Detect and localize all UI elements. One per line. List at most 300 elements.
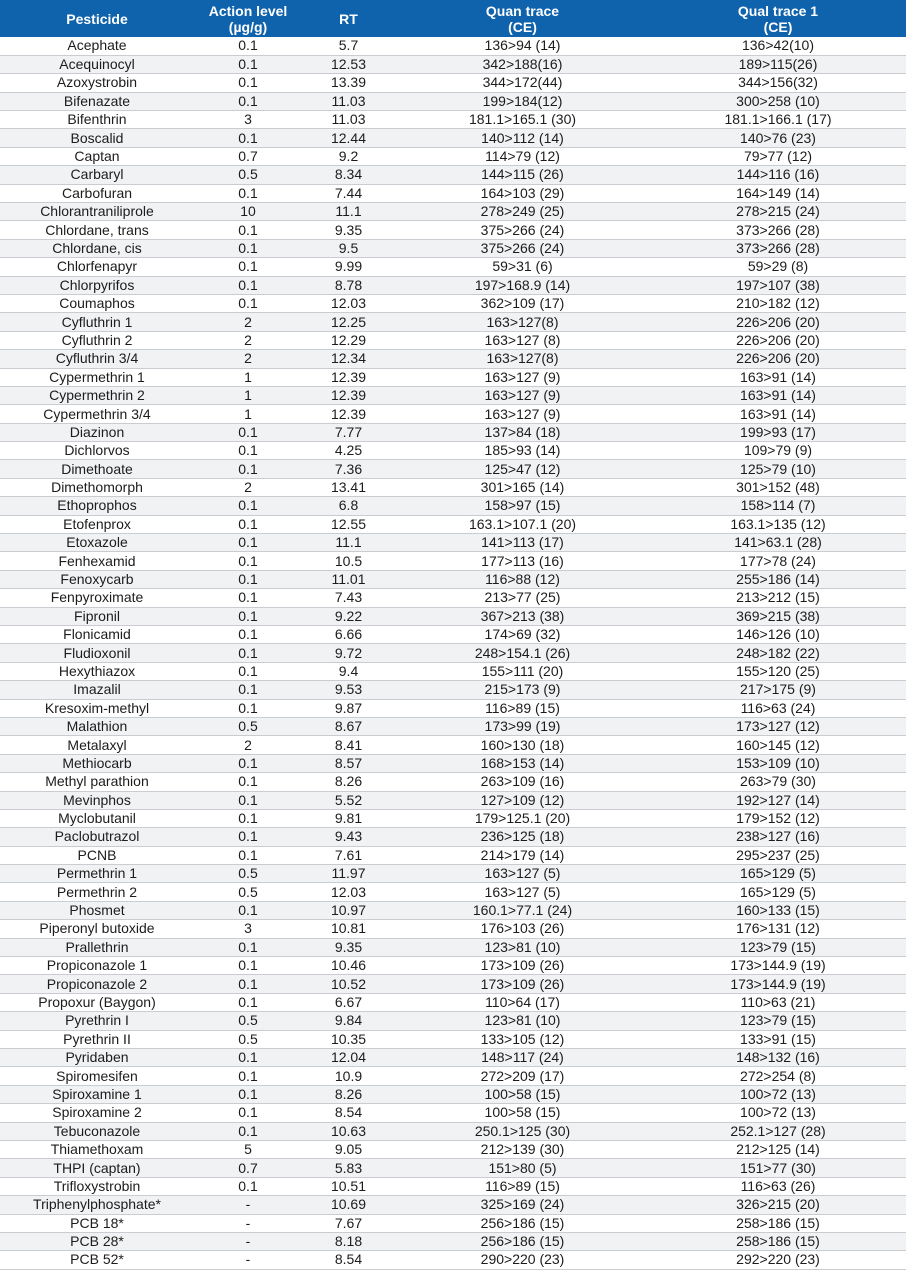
table-row (0, 1122, 906, 1140)
cell-rt: 11.1 (302, 203, 395, 221)
cell-pesticide: Prallethrin (0, 938, 194, 956)
cell-quan-trace: 123>81 (10) (395, 938, 650, 956)
table-row (0, 1012, 906, 1030)
cell-action-level: 0.1 (194, 460, 302, 478)
cell-quan-trace: 163>127 (9) (395, 405, 650, 423)
cell-action-level: 2 (194, 350, 302, 368)
cell-quan-trace: 125>47 (12) (395, 460, 650, 478)
cell-pesticide: Carbaryl (0, 166, 194, 184)
cell-action-level: 0.1 (194, 681, 302, 699)
table-row (0, 1085, 906, 1103)
cell-rt: 8.26 (302, 773, 395, 791)
cell-pesticide: Etofenprox (0, 515, 194, 533)
cell-pesticide: Spiroxamine 2 (0, 1104, 194, 1122)
cell-pesticide: Thiamethoxam (0, 1140, 194, 1158)
cell-qual-trace: 160>145 (12) (650, 736, 906, 754)
cell-qual-trace: 238>127 (16) (650, 828, 906, 846)
cell-pesticide: Myclobutanil (0, 809, 194, 827)
cell-qual-trace: 165>129 (5) (650, 865, 906, 883)
cell-pesticide: Propiconazole 2 (0, 975, 194, 993)
cell-quan-trace: 148>117 (24) (395, 1048, 650, 1066)
cell-quan-trace: 290>220 (23) (395, 1251, 650, 1269)
cell-quan-trace: 181.1>165.1 (30) (395, 111, 650, 129)
header-pesticide: Pesticide (66, 10, 128, 27)
cell-rt: 9.72 (302, 644, 395, 662)
cell-rt: 11.01 (302, 570, 395, 588)
cell-quan-trace: 151>80 (5) (395, 1159, 650, 1177)
cell-qual-trace: 173>144.9 (19) (650, 957, 906, 975)
cell-pesticide: Hexythiazox (0, 662, 194, 680)
table-row (0, 828, 906, 846)
cell-qual-trace: 173>144.9 (19) (650, 975, 906, 993)
cell-quan-trace: 141>113 (17) (395, 534, 650, 552)
table-row (0, 258, 906, 276)
cell-quan-trace: 164>103 (29) (395, 184, 650, 202)
cell-pesticide: Dichlorvos (0, 442, 194, 460)
cell-pesticide: PCB 52* (0, 1251, 194, 1269)
cell-rt: 8.67 (302, 717, 395, 735)
table-row (0, 552, 906, 570)
cell-qual-trace: 197>107 (38) (650, 276, 906, 294)
cell-qual-trace: 155>120 (25) (650, 662, 906, 680)
header-action-level: Action level (µg/g) (208, 2, 288, 35)
cell-qual-trace: 144>116 (16) (650, 166, 906, 184)
cell-qual-trace: 263>79 (30) (650, 773, 906, 791)
cell-rt: 8.41 (302, 736, 395, 754)
cell-pesticide: Bifenazate (0, 92, 194, 110)
cell-pesticide: Chlordane, cis (0, 239, 194, 257)
table-row (0, 55, 906, 73)
table-row (0, 901, 906, 919)
cell-qual-trace: 248>182 (22) (650, 644, 906, 662)
cell-rt: 8.54 (302, 1104, 395, 1122)
cell-rt: 7.36 (302, 460, 395, 478)
cell-action-level: 5 (194, 1140, 302, 1158)
cell-rt: 10.52 (302, 975, 395, 993)
cell-action-level: 0.1 (194, 55, 302, 73)
table-row (0, 773, 906, 791)
cell-pesticide: Spiroxamine 1 (0, 1085, 194, 1103)
table-row (0, 1140, 906, 1158)
cell-rt: 10.46 (302, 957, 395, 975)
table-row (0, 92, 906, 110)
cell-rt: 10.81 (302, 920, 395, 938)
table-row (0, 515, 906, 533)
table-row (0, 1214, 906, 1232)
table-row (0, 405, 906, 423)
cell-pesticide: Spiromesifen (0, 1067, 194, 1085)
cell-rt: 12.29 (302, 331, 395, 349)
cell-action-level: 0.1 (194, 1104, 302, 1122)
cell-pesticide: Cyfluthrin 1 (0, 313, 194, 331)
table-row (0, 607, 906, 625)
cell-action-level: 0.1 (194, 515, 302, 533)
cell-pesticide: Pyrethrin II (0, 1030, 194, 1048)
cell-qual-trace: 272>254 (8) (650, 1067, 906, 1085)
cell-qual-trace: 252.1>127 (28) (650, 1122, 906, 1140)
cell-quan-trace: 163>127 (9) (395, 386, 650, 404)
cell-quan-trace: 362>109 (17) (395, 294, 650, 312)
table-row (0, 221, 906, 239)
cell-pesticide: Flonicamid (0, 626, 194, 644)
table-row (0, 129, 906, 147)
table-row (0, 589, 906, 607)
cell-pesticide: Dimethomorph (0, 478, 194, 496)
cell-pesticide: Permethrin 1 (0, 865, 194, 883)
cell-pesticide: Pyrethrin I (0, 1012, 194, 1030)
cell-qual-trace: 300>258 (10) (650, 92, 906, 110)
cell-action-level: 0.7 (194, 147, 302, 165)
cell-pesticide: Fludioxonil (0, 644, 194, 662)
cell-quan-trace: 174>69 (32) (395, 626, 650, 644)
cell-qual-trace: 100>72 (13) (650, 1085, 906, 1103)
cell-rt: 12.03 (302, 883, 395, 901)
cell-action-level: 0.1 (194, 1048, 302, 1066)
cell-quan-trace: 173>109 (26) (395, 975, 650, 993)
cell-action-level: - (194, 1232, 302, 1250)
table-row (0, 1251, 906, 1269)
cell-qual-trace: 163>91 (14) (650, 405, 906, 423)
cell-rt: 12.03 (302, 294, 395, 312)
cell-action-level: 0.1 (194, 1085, 302, 1103)
cell-pesticide: Ethoprophos (0, 497, 194, 515)
cell-pesticide: Azoxystrobin (0, 74, 194, 92)
table-row (0, 570, 906, 588)
cell-action-level: 1 (194, 368, 302, 386)
cell-qual-trace: 151>77 (30) (650, 1159, 906, 1177)
cell-quan-trace: 248>154.1 (26) (395, 644, 650, 662)
cell-qual-trace: 258>186 (15) (650, 1232, 906, 1250)
cell-pesticide: Cypermethrin 3/4 (0, 405, 194, 423)
cell-qual-trace: 109>79 (9) (650, 442, 906, 460)
table-row (0, 37, 906, 55)
cell-action-level: 0.1 (194, 791, 302, 809)
cell-pesticide: Trifloxystrobin (0, 1177, 194, 1195)
cell-qual-trace: 344>156(32) (650, 74, 906, 92)
cell-pesticide: Triphenylphosphate* (0, 1196, 194, 1214)
cell-qual-trace: 226>206 (20) (650, 313, 906, 331)
cell-pesticide: Metalaxyl (0, 736, 194, 754)
cell-rt: 12.53 (302, 55, 395, 73)
cell-quan-trace: 342>188(16) (395, 55, 650, 73)
table-row (0, 883, 906, 901)
cell-rt: 12.25 (302, 313, 395, 331)
cell-rt: 6.66 (302, 626, 395, 644)
cell-action-level: 0.5 (194, 883, 302, 901)
cell-pesticide: Chlorfenapyr (0, 258, 194, 276)
cell-rt: 9.2 (302, 147, 395, 165)
cell-pesticide: Fenoxycarb (0, 570, 194, 588)
cell-rt: 9.53 (302, 681, 395, 699)
cell-pesticide: Carbofuran (0, 184, 194, 202)
cell-action-level: 0.1 (194, 442, 302, 460)
cell-rt: 10.63 (302, 1122, 395, 1140)
cell-action-level: 0.1 (194, 699, 302, 717)
cell-pesticide: Etoxazole (0, 534, 194, 552)
cell-qual-trace: 164>149 (14) (650, 184, 906, 202)
table-row (0, 1159, 906, 1177)
table-row (0, 1177, 906, 1195)
cell-action-level: 0.1 (194, 809, 302, 827)
cell-action-level: 0.1 (194, 37, 302, 55)
cell-pesticide: Permethrin 2 (0, 883, 194, 901)
cell-action-level: 0.1 (194, 570, 302, 588)
table-row (0, 368, 906, 386)
cell-rt: 9.5 (302, 239, 395, 257)
table-row (0, 993, 906, 1011)
cell-qual-trace: 326>215 (20) (650, 1196, 906, 1214)
cell-quan-trace: 163>127(8) (395, 313, 650, 331)
cell-pesticide: Cyfluthrin 3/4 (0, 350, 194, 368)
cell-rt: 12.39 (302, 368, 395, 386)
table-row (0, 1030, 906, 1048)
cell-qual-trace: 213>212 (15) (650, 589, 906, 607)
cell-qual-trace: 141>63.1 (28) (650, 534, 906, 552)
cell-rt: 7.44 (302, 184, 395, 202)
table-row (0, 313, 906, 331)
cell-qual-trace: 210>182 (12) (650, 294, 906, 312)
cell-pesticide: PCNB (0, 846, 194, 864)
table-row (0, 386, 906, 404)
cell-qual-trace: 226>206 (20) (650, 350, 906, 368)
cell-action-level: 0.1 (194, 626, 302, 644)
cell-quan-trace: 110>64 (17) (395, 993, 650, 1011)
cell-quan-trace: 116>89 (15) (395, 1177, 650, 1195)
cell-qual-trace: 160>133 (15) (650, 901, 906, 919)
cell-action-level: 0.1 (194, 221, 302, 239)
cell-quan-trace: 301>165 (14) (395, 478, 650, 496)
cell-qual-trace: 79>77 (12) (650, 147, 906, 165)
cell-quan-trace: 185>93 (14) (395, 442, 650, 460)
cell-quan-trace: 212>139 (30) (395, 1140, 650, 1158)
cell-action-level: 0.1 (194, 957, 302, 975)
cell-rt: 6.8 (302, 497, 395, 515)
table-row (0, 662, 906, 680)
cell-pesticide: Mevinphos (0, 791, 194, 809)
table-row (0, 736, 906, 754)
cell-pesticide: Methyl parathion (0, 773, 194, 791)
table-row (0, 478, 906, 496)
table-row (0, 166, 906, 184)
cell-quan-trace: 256>186 (15) (395, 1232, 650, 1250)
header-rt: RT (339, 10, 358, 27)
cell-action-level: 0.5 (194, 717, 302, 735)
cell-pesticide: Fenhexamid (0, 552, 194, 570)
cell-action-level: - (194, 1196, 302, 1214)
cell-action-level: 0.1 (194, 92, 302, 110)
cell-quan-trace: 59>31 (6) (395, 258, 650, 276)
cell-pesticide: Tebuconazole (0, 1122, 194, 1140)
cell-rt: 5.83 (302, 1159, 395, 1177)
cell-qual-trace: 301>152 (48) (650, 478, 906, 496)
table-row (0, 975, 906, 993)
cell-action-level: - (194, 1214, 302, 1232)
cell-pesticide: Dimethoate (0, 460, 194, 478)
cell-rt: 8.78 (302, 276, 395, 294)
table-row (0, 460, 906, 478)
cell-qual-trace: 153>109 (10) (650, 754, 906, 772)
cell-rt: 8.26 (302, 1085, 395, 1103)
cell-action-level: 0.1 (194, 975, 302, 993)
cell-action-level: 0.5 (194, 166, 302, 184)
cell-quan-trace: 136>94 (14) (395, 37, 650, 55)
cell-action-level: 0.1 (194, 607, 302, 625)
cell-action-level: 0.1 (194, 1122, 302, 1140)
cell-qual-trace: 179>152 (12) (650, 809, 906, 827)
cell-qual-trace: 148>132 (16) (650, 1048, 906, 1066)
cell-quan-trace: 344>172(44) (395, 74, 650, 92)
cell-quan-trace: 173>99 (19) (395, 717, 650, 735)
cell-action-level: 0.1 (194, 239, 302, 257)
table-row (0, 331, 906, 349)
cell-quan-trace: 127>109 (12) (395, 791, 650, 809)
cell-qual-trace: 163.1>135 (12) (650, 515, 906, 533)
cell-qual-trace: 373>266 (28) (650, 239, 906, 257)
cell-pesticide: Chlorantraniliprole (0, 203, 194, 221)
cell-qual-trace: 199>93 (17) (650, 423, 906, 441)
cell-rt: 11.03 (302, 111, 395, 129)
cell-rt: 7.77 (302, 423, 395, 441)
table-row (0, 865, 906, 883)
cell-qual-trace: 226>206 (20) (650, 331, 906, 349)
cell-qual-trace: 133>91 (15) (650, 1030, 906, 1048)
cell-quan-trace: 163.1>107.1 (20) (395, 515, 650, 533)
cell-rt: 5.7 (302, 37, 395, 55)
cell-action-level: 0.5 (194, 865, 302, 883)
cell-action-level: 0.1 (194, 497, 302, 515)
cell-qual-trace: 158>114 (7) (650, 497, 906, 515)
cell-pesticide: Bifenthrin (0, 111, 194, 129)
cell-action-level: 0.1 (194, 1177, 302, 1195)
cell-quan-trace: 213>77 (25) (395, 589, 650, 607)
cell-qual-trace: 258>186 (15) (650, 1214, 906, 1232)
cell-quan-trace: 236>125 (18) (395, 828, 650, 846)
cell-qual-trace: 189>115(26) (650, 55, 906, 73)
cell-quan-trace: 214>179 (14) (395, 846, 650, 864)
cell-rt: 7.67 (302, 1214, 395, 1232)
cell-pesticide: Chlorpyrifos (0, 276, 194, 294)
cell-rt: 10.97 (302, 901, 395, 919)
cell-quan-trace: 197>168.9 (14) (395, 276, 650, 294)
cell-action-level: 0.1 (194, 276, 302, 294)
cell-quan-trace: 160.1>77.1 (24) (395, 901, 650, 919)
cell-rt: 9.4 (302, 662, 395, 680)
cell-quan-trace: 375>266 (24) (395, 221, 650, 239)
cell-rt: 9.87 (302, 699, 395, 717)
cell-rt: 10.35 (302, 1030, 395, 1048)
cell-qual-trace: 369>215 (38) (650, 607, 906, 625)
cell-quan-trace: 177>113 (16) (395, 552, 650, 570)
table-row (0, 497, 906, 515)
cell-pesticide: Imazalil (0, 681, 194, 699)
cell-quan-trace: 137>84 (18) (395, 423, 650, 441)
table-row (0, 423, 906, 441)
cell-quan-trace: 278>249 (25) (395, 203, 650, 221)
cell-rt: 8.54 (302, 1251, 395, 1269)
table-row (0, 1067, 906, 1085)
table-row (0, 717, 906, 735)
cell-pesticide: Propiconazole 1 (0, 957, 194, 975)
cell-quan-trace: 100>58 (15) (395, 1085, 650, 1103)
cell-rt: 11.03 (302, 92, 395, 110)
cell-pesticide: Fipronil (0, 607, 194, 625)
table-header-row (0, 0, 906, 37)
cell-qual-trace: 146>126 (10) (650, 626, 906, 644)
cell-pesticide: Cypermethrin 2 (0, 386, 194, 404)
cell-action-level: 0.1 (194, 294, 302, 312)
cell-qual-trace: 292>220 (23) (650, 1251, 906, 1269)
cell-action-level: 0.1 (194, 184, 302, 202)
cell-rt: 9.35 (302, 221, 395, 239)
cell-qual-trace: 217>175 (9) (650, 681, 906, 699)
cell-action-level: 2 (194, 331, 302, 349)
cell-rt: 13.39 (302, 74, 395, 92)
cell-qual-trace: 140>76 (23) (650, 129, 906, 147)
cell-action-level: 0.1 (194, 901, 302, 919)
cell-qual-trace: 255>186 (14) (650, 570, 906, 588)
cell-quan-trace: 116>89 (15) (395, 699, 650, 717)
cell-qual-trace: 163>91 (14) (650, 368, 906, 386)
cell-action-level: 2 (194, 478, 302, 496)
cell-quan-trace: 375>266 (24) (395, 239, 650, 257)
table-row (0, 111, 906, 129)
cell-rt: 10.51 (302, 1177, 395, 1195)
cell-action-level: 2 (194, 736, 302, 754)
cell-pesticide: Acequinocyl (0, 55, 194, 73)
cell-quan-trace: 168>153 (14) (395, 754, 650, 772)
cell-quan-trace: 144>115 (26) (395, 166, 650, 184)
table-row (0, 294, 906, 312)
cell-pesticide: Pyridaben (0, 1048, 194, 1066)
cell-qual-trace: 173>127 (12) (650, 717, 906, 735)
table-row (0, 920, 906, 938)
cell-rt: 9.22 (302, 607, 395, 625)
cell-quan-trace: 215>173 (9) (395, 681, 650, 699)
cell-rt: 12.39 (302, 405, 395, 423)
cell-rt: 8.57 (302, 754, 395, 772)
cell-action-level: 0.1 (194, 552, 302, 570)
table-row (0, 239, 906, 257)
table-row (0, 938, 906, 956)
cell-rt: 9.81 (302, 809, 395, 827)
cell-quan-trace: 140>112 (14) (395, 129, 650, 147)
cell-quan-trace: 272>209 (17) (395, 1067, 650, 1085)
cell-rt: 4.25 (302, 442, 395, 460)
cell-qual-trace: 176>131 (12) (650, 920, 906, 938)
cell-pesticide: Piperonyl butoxide (0, 920, 194, 938)
cell-action-level: 0.5 (194, 1030, 302, 1048)
cell-pesticide: Captan (0, 147, 194, 165)
cell-pesticide: THPI (captan) (0, 1159, 194, 1177)
cell-quan-trace: 158>97 (15) (395, 497, 650, 515)
cell-action-level: 0.1 (194, 644, 302, 662)
cell-pesticide: Diazinon (0, 423, 194, 441)
cell-qual-trace: 123>79 (15) (650, 1012, 906, 1030)
table-row (0, 276, 906, 294)
cell-pesticide: Acephate (0, 37, 194, 55)
cell-quan-trace: 114>79 (12) (395, 147, 650, 165)
cell-rt: 9.84 (302, 1012, 395, 1030)
cell-quan-trace: 256>186 (15) (395, 1214, 650, 1232)
cell-rt: 6.67 (302, 993, 395, 1011)
cell-qual-trace: 165>129 (5) (650, 883, 906, 901)
cell-action-level: 0.5 (194, 1012, 302, 1030)
cell-action-level: 0.1 (194, 993, 302, 1011)
table-row (0, 626, 906, 644)
table-row (0, 681, 906, 699)
table-row (0, 74, 906, 92)
cell-rt: 12.34 (302, 350, 395, 368)
